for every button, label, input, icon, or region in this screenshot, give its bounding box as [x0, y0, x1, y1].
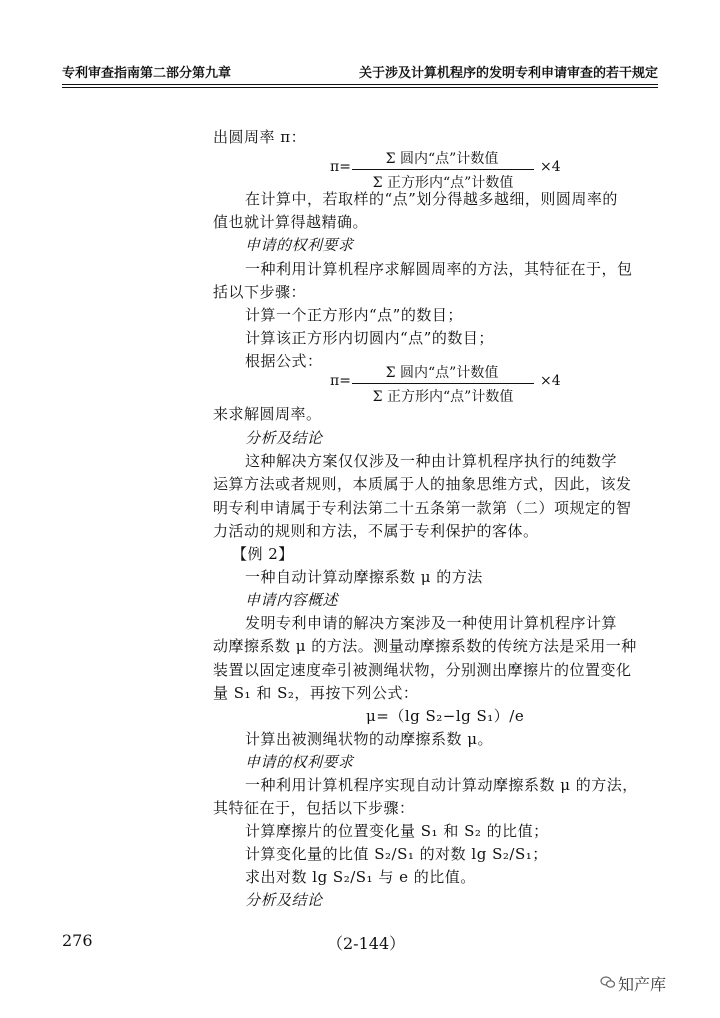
- fraction-bar: [352, 169, 534, 170]
- watermark-text: 知产库: [618, 975, 667, 994]
- text-line: 在计算中，若取样的“点”划分得越多越细，则圆周率的: [245, 190, 618, 208]
- example-title: 一种自动计算动摩擦系数 μ 的方法: [245, 568, 483, 586]
- formula-multiplier: ×4: [540, 159, 561, 175]
- text-line: 明专利申请属于专利法第二十五条第一款第（二）项规定的智: [213, 499, 632, 517]
- section-code: （2-144）: [327, 934, 406, 953]
- section-heading: 分析及结论: [245, 429, 323, 447]
- text-line: 出圆周率 π：: [213, 128, 307, 146]
- text-line: 计算出被测绳状物的动摩擦系数 μ。: [245, 730, 494, 748]
- formula-numerator: Σ 圆内“点”计数值: [385, 151, 499, 167]
- text-line: 这种解决方案仅仅涉及一种由计算机程序执行的纯数学: [245, 452, 618, 470]
- text-line: 力活动的规则和方法，不属于专利保护的客体。: [213, 522, 539, 540]
- wechat-icon: [600, 974, 616, 990]
- header-rule-thin: [62, 87, 658, 88]
- text-line: 一种利用计算机程序求解圆周率的方法，其特征在于，包: [245, 260, 633, 278]
- header-section-title: 关于涉及计算机程序的发明专利申请审查的若干规定: [358, 66, 658, 81]
- text-line: 计算摩擦片的位置变化量 S₁ 和 S₂ 的比值；: [245, 822, 549, 840]
- text-line: 动摩擦系数 μ 的方法。测量动摩擦系数的传统方法是采用一种: [213, 637, 637, 655]
- formula-denominator: Σ 正方形内“点”计数值: [372, 175, 514, 191]
- section-heading: 申请的权利要求: [245, 236, 354, 254]
- formula-multiplier: ×4: [540, 373, 561, 389]
- text-line: 计算一个正方形内“点”的数目；: [245, 306, 463, 324]
- formula-lhs: π=: [330, 373, 351, 389]
- formula-pi-2: [330, 362, 570, 406]
- text-line: 值也就计算得越精确。: [213, 213, 369, 231]
- text-line: 一种利用计算机程序实现自动计算动摩擦系数 μ 的方法，: [245, 776, 638, 794]
- text-line: 求出对数 lg S₂/S₁ 与 e 的比值。: [245, 868, 476, 886]
- text-line: 运算方法或者规则，本质属于人的抽象思维方式，因此，该发: [213, 475, 632, 493]
- text-line: 计算该正方形内切圆内“点”的数目；: [245, 329, 494, 347]
- text-line: 计算变化量的比值 S₂/S₁ 的对数 lg S₂/S₁；: [245, 845, 548, 863]
- formula-numerator: Σ 圆内“点”计数值: [385, 365, 499, 381]
- text-line: 来求解圆周率。: [213, 405, 322, 423]
- page-number: 276: [62, 931, 93, 950]
- header-rule-thick: [62, 84, 658, 85]
- text-line: 装置以固定速度牵引被测绳状物，分别测出摩擦片的位置变化: [213, 661, 632, 679]
- formula-pi-1: [330, 148, 570, 192]
- formula-mu: μ=（lg S₂−lg S₁）/e: [366, 707, 525, 725]
- fraction-bar: [352, 383, 534, 384]
- header-chapter: 专利审查指南第二部分第九章: [62, 66, 232, 81]
- formula-denominator: Σ 正方形内“点”计数值: [372, 389, 514, 405]
- section-heading: 申请的权利要求: [245, 753, 354, 771]
- section-heading: 申请内容概述: [245, 591, 339, 609]
- text-line: 根据公式：: [245, 352, 323, 370]
- text-line: 量 S₁ 和 S₂，再按下列公式：: [213, 684, 419, 702]
- running-header: [62, 58, 658, 82]
- text-line: 括以下步骤：: [213, 283, 307, 301]
- example-label: 【例 2】: [232, 545, 294, 563]
- text-line: 发明专利申请的解决方案涉及一种使用计算机程序计算: [245, 614, 618, 632]
- formula-lhs: π=: [330, 159, 351, 175]
- text-line: 其特征在于，包括以下步骤：: [213, 799, 415, 817]
- section-heading: 分析及结论: [245, 891, 323, 909]
